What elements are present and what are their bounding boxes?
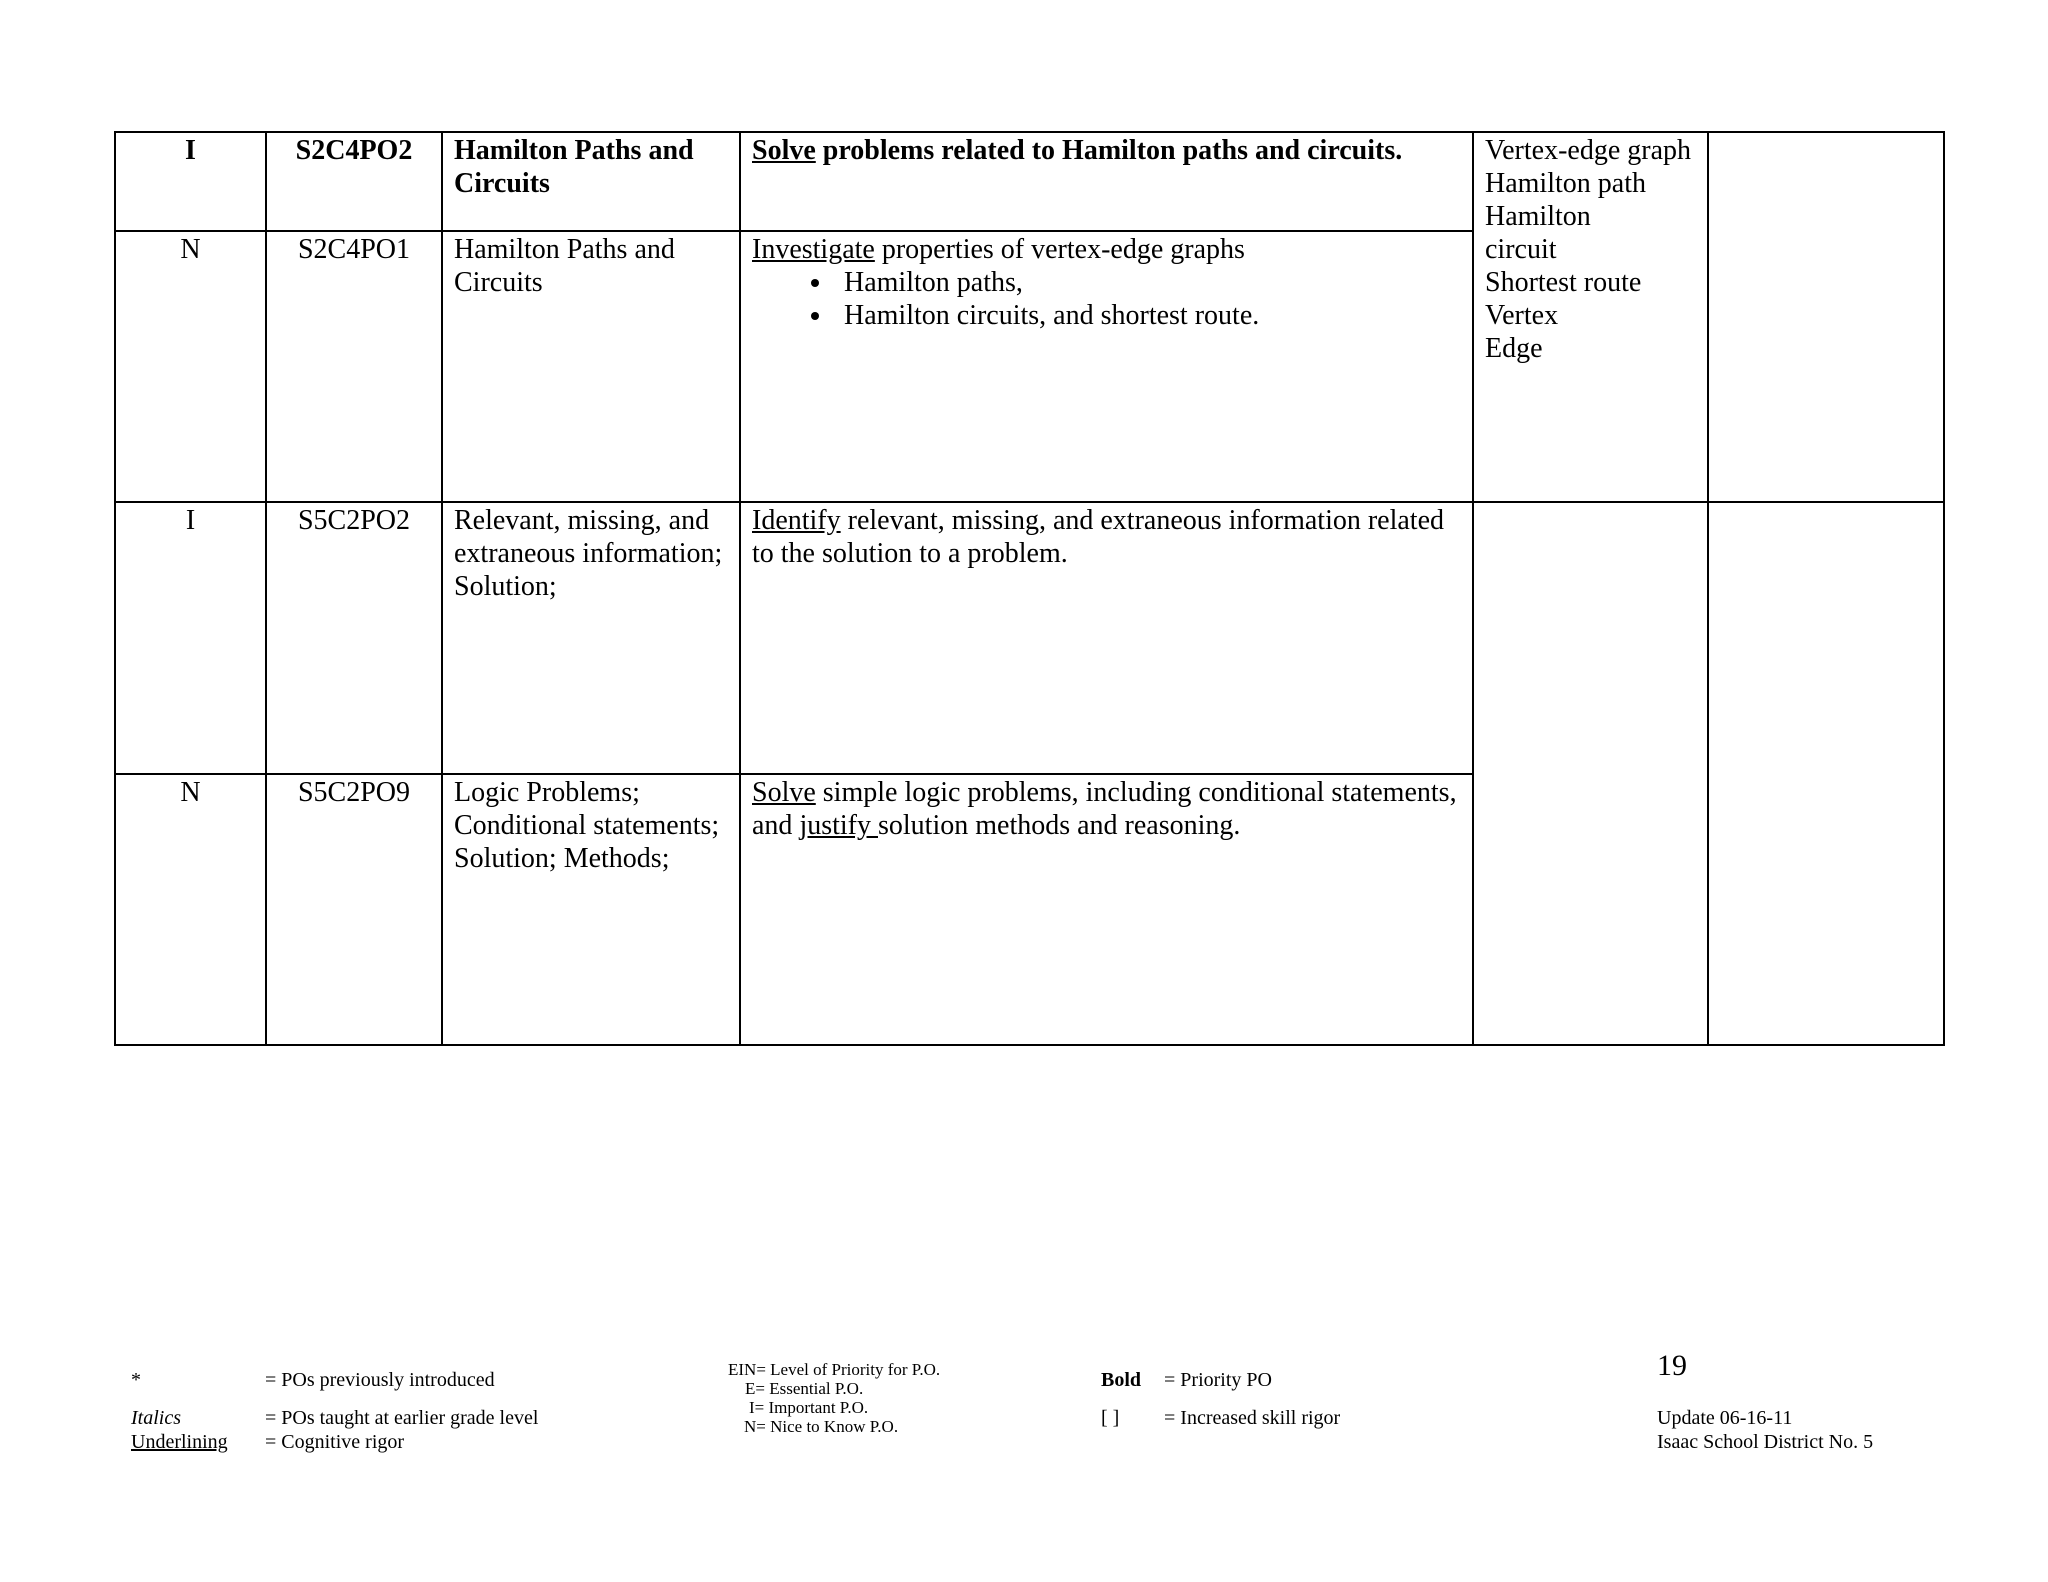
vocabulary-item: Edge [1485, 333, 1543, 364]
legend-ein-line-1: EIN= Level of Priority for P.O. [728, 1360, 941, 1379]
vocabulary-item: Hamilton path [1485, 168, 1646, 199]
legend-ein-line-2: E= Essential P.O. [745, 1379, 864, 1398]
vocabulary-item: Hamilton [1485, 201, 1591, 232]
update-date: Update 06-16-11 [1657, 1407, 1793, 1429]
legend-star-symbol: * [131, 1369, 141, 1391]
objective-verb: Solve [752, 135, 816, 166]
ein-cell: N [115, 774, 266, 1045]
topic-cell: Hamilton Paths and Circuits [442, 231, 740, 502]
table-row [115, 132, 1944, 231]
legend-bold-label: Bold [1101, 1369, 1142, 1391]
legend-italics-text: = POs taught at earlier grade level [265, 1407, 539, 1429]
objective-text: simple logic problems, including conditional statements, and [752, 777, 1457, 841]
legend-bracket-text: = Increased skill rigor [1164, 1407, 1341, 1429]
objective-text-2: solution methods and reasoning. [878, 810, 1241, 841]
vocabulary-item: Vertex-edge graph [1485, 135, 1692, 166]
legend-underline-label: Underlining [131, 1431, 228, 1453]
resources-cell [1708, 132, 1944, 502]
po-code-cell: S2C4PO1 [266, 231, 442, 502]
vocabulary-item: Vertex [1485, 300, 1559, 331]
objective-verb-2: justify [799, 810, 878, 841]
vocabulary-item: circuit [1485, 234, 1557, 265]
ein-cell: I [115, 502, 266, 774]
legend-bold-text: = Priority PO [1164, 1369, 1272, 1391]
legend-star-text: = POs previously introduced [265, 1369, 495, 1391]
objective-text: relevant, missing, and extraneous information related to the solution to a problem. [752, 505, 1445, 569]
topic-cell: Logic Problems; Conditional statements; Solution; Methods; [442, 774, 740, 1045]
legend-underline-text: = Cognitive rigor [265, 1431, 405, 1453]
po-code-cell: S5C2PO9 [266, 774, 442, 1045]
po-code-cell: S2C4PO2 [266, 132, 442, 231]
page-number: 19 [1657, 1349, 1687, 1382]
list-item: • Hamilton paths, [834, 266, 1461, 299]
objective-cell [740, 774, 1473, 1045]
district-name: Isaac School District No. 5 [1657, 1431, 1874, 1453]
ein-cell: I [115, 132, 266, 231]
objective-cell [740, 132, 1473, 231]
objective-bullets [752, 266, 1461, 332]
legend-italics-label: Italics [131, 1407, 181, 1429]
vocabulary-cell [1473, 132, 1708, 502]
objective-verb: Investigate [752, 234, 875, 265]
list-item: • Hamilton circuits, and shortest route. [834, 299, 1461, 332]
objective-verb: Identify [752, 505, 841, 536]
objective-cell [740, 502, 1473, 774]
legend-ein-line-3: I= Important P.O. [749, 1398, 869, 1417]
po-code-cell: S5C2PO2 [266, 502, 442, 774]
table-row [115, 502, 1944, 774]
objective-verb: Solve [752, 777, 816, 808]
legend-bracket-label: [ ] [1101, 1407, 1120, 1429]
objective-text: properties of vertex-edge graphs [874, 234, 1245, 265]
curriculum-table [114, 131, 1945, 1046]
objective-text: problems related to Hamilton paths and circuits. [815, 135, 1403, 166]
topic-cell: Hamilton Paths and Circuits [442, 132, 740, 231]
legend-ein-line-4: N= Nice to Know P.O. [744, 1417, 899, 1436]
vocabulary-item: Shortest route [1485, 267, 1642, 298]
objective-cell [740, 231, 1473, 502]
ein-cell: N [115, 231, 266, 502]
resources-cell [1708, 502, 1944, 1045]
vocabulary-cell [1473, 502, 1708, 1045]
topic-cell: Relevant, missing, and extraneous information; Solution; [442, 502, 740, 774]
